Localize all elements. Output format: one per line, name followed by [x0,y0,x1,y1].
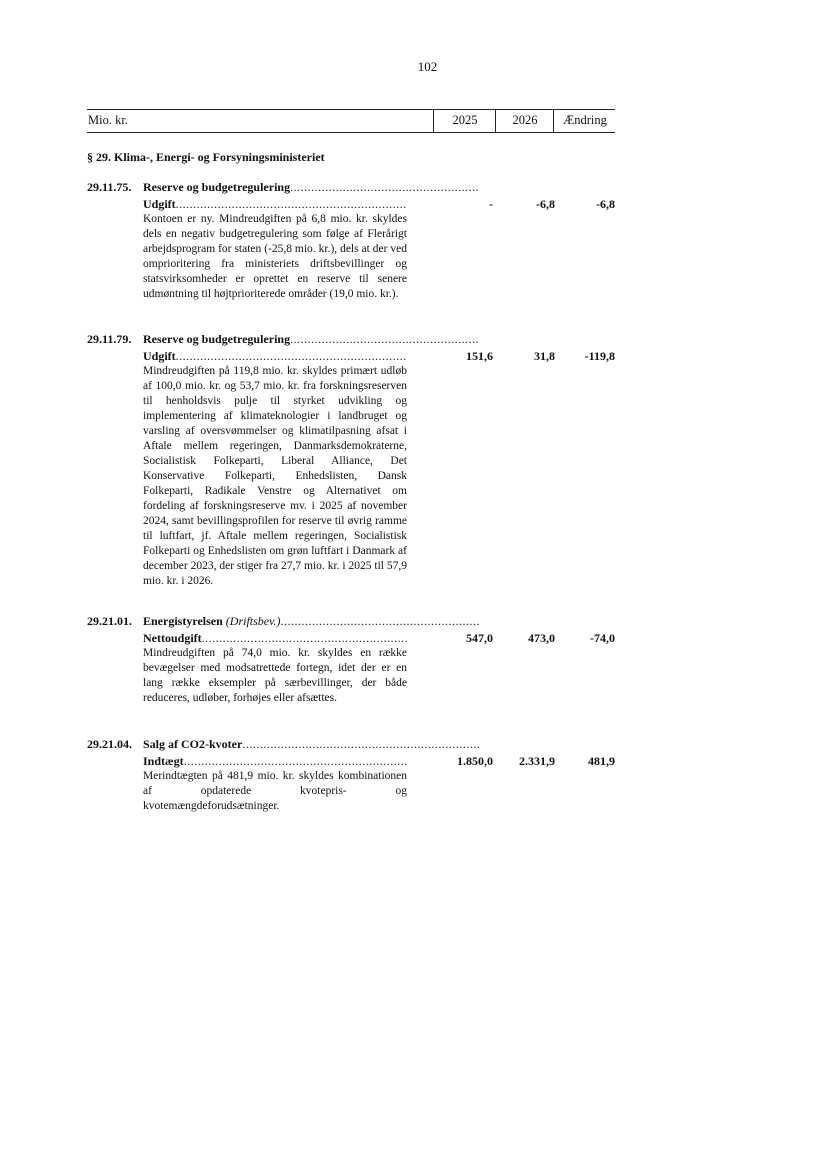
account-number: 29.11.75. [87,180,132,194]
budget-entry [87,737,615,814]
budget-entry [87,180,615,302]
account-title: Reserve og budgetregulering ..... [143,332,479,347]
value-change: -6,8 [596,197,615,211]
unit-label: Mio. kr. [88,113,128,127]
value-2025: - [489,197,493,211]
entry-description: Kontoen er ny. Mindreudgiften på 6,8 mio. kr. skyldes dels en negativ budgetregulering som følge af Flerårigt arbejdsprogram for staten (-25,8 mio. kr.), dels at der ved omprioritering fra ministeriets driftsbevillinger og statsvirksomheder er oprettet en reserve til senere udmøntning til højtprioriterede områder (19,0 mio. kr.). [143,213,407,300]
line-label: Udgift ..... [143,349,407,364]
account-title: Salg af CO2-kvoter ..... [143,737,479,752]
account-number: 29.11.79. [87,332,132,346]
section-title: § 29. Klima-, Energi- og Forsyningsministeriet [87,150,325,164]
table-header [87,109,615,133]
value-2025: 151,6 [466,349,493,363]
value-2025: 547,0 [466,631,493,645]
account-number: 29.21.01. [87,614,132,628]
line-label: Nettoudgift ..... [143,631,407,646]
account-title: Reserve og budgetregulering ..... [143,180,479,195]
value-2026: 31,8 [534,349,555,363]
entry-description: Mindreudgiften på 119,8 mio. kr. skyldes primært udløb af 100,0 mio. kr. og 53,7 mio. kr. fra forskningsreserven til henholdsvis pulje til styrket udvikling og implementering af klimateknologier i landbruget og varsling af oversvømmelser og klimatilpasning afsat i Aftale mellem regeringen, Danmarksdemokraterne, Socialistisk Folkeparti, Liberal Alliance, Det Konservative Folkeparti, Enhedslisten, Dansk Folkeparti, Radikale Venstre og Alternativet om fordeling af forskningsreserve mv. i 2025 af november 2024, samt bevillingsprofilen for reserve til øvrig ramme til luftfart, jf. Aftale mellem regeringen, Socialistisk Folkeparti og Enhedslisten om grøn luftfart i Danmark af december 2023, der stiger fra 27,7 mio. kr. i 2025 til 57,9 mio. kr. i 2026. [143,365,407,587]
entry-description: Mindreudgiften på 74,0 mio. kr. skyldes en række bevægelser med modsatrettede fortegn, idet der er en lang række eksempler på særbevillinger, der både reduceres, udløber, forhøjes eller afsættes. [143,647,407,704]
budget-entry [87,332,615,589]
budget-entry [87,614,615,706]
page-number: 102 [417,59,438,74]
account-title: Energistyrelsen (Driftsbev.) ..... [143,614,479,629]
entry-description: Merindtægten på 481,9 mio. kr. skyldes kombinationen af opdaterede kvotepris- og kvotemængdeforudsætninger. [143,770,407,812]
line-label: Udgift ..... [143,197,407,212]
value-change: -74,0 [590,631,615,645]
value-change: 481,9 [588,754,615,768]
value-2026: 473,0 [528,631,555,645]
column-header-2026: 2026 [495,110,554,132]
value-2026: 2.331,9 [519,754,555,768]
account-number: 29.21.04. [87,737,132,751]
value-change: -119,8 [584,349,615,363]
value-2025: 1.850,0 [457,754,493,768]
column-header-change: Ændring [553,110,616,132]
line-label: Indtægt ..... [143,754,407,769]
column-header-2025: 2025 [433,110,496,132]
value-2026: -6,8 [536,197,555,211]
